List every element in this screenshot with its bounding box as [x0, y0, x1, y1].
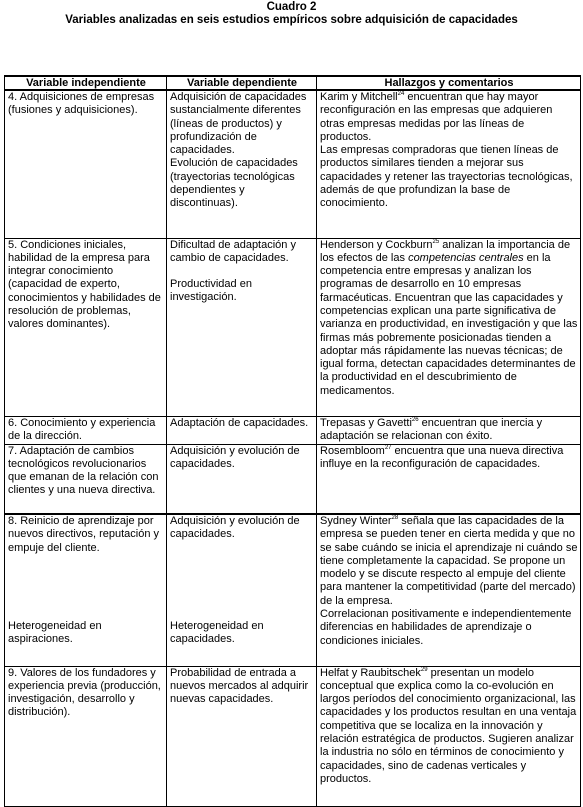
- independent-variable-cell: 5. Condiciones iniciales, habilidad de la empresa para integrar conocimiento (capacidad de experto, conocimientos y habilidades de resolución de problemas, valores dominantes).: [5, 238, 167, 416]
- findings-cell: Sydney Winter$^{28}$ señala que las capacidades de la empresa se pueden tener en cierta medida y que no se sabe cuándo se inicia el aprendizaje ni cuándo se tiene completamente la capacidad. Se propone un modelo y se discute respecto al empuje del cliente para mantener la competitividad (parte del mercado) de la empresa. Correlacionan positivamente e independientemente diferencias en habilidades de aprendizaje o condiciones iniciales.: [317, 514, 581, 666]
- footnote-ref: 24: [397, 91, 405, 97]
- header-dependent-variable: Variable dependiente: [167, 76, 317, 90]
- table-caption-title: Variables analizadas en seis estudios empíricos sobre adquisición de capacidades: [65, 14, 518, 26]
- footnote-ref: 27: [384, 444, 392, 451]
- footnote-ref: 26: [411, 416, 419, 423]
- findings-cell: Trepasas y Gavetti$^{26}$ encuentran que inercia y adaptación se relacionan con éxito.: [317, 416, 581, 444]
- findings-cell: Rosembloom$^{27}$ encuentra que una nueva directiva influye en la reconfiguración de capacidades.: [317, 444, 581, 514]
- dependent-variable-cell: Adquisición y evolución de capacidades. Heterogeneidad en capacidades.: [167, 514, 317, 666]
- table-row: [5, 238, 581, 416]
- independent-variable-cell: 7. Adaptación de cambios tecnológicos revolucionarios que emanan de la relación con clientes y una nueva directiva.: [5, 444, 167, 514]
- table-row: [5, 666, 581, 806]
- dependent-variable-cell: Adquisición de capacidades sustancialmente diferentes (líneas de productos) y profundización de capacidades. Evolución de capacidades (trayectorias tecnológicas dependientes y discontinuas).: [167, 90, 317, 238]
- footnote-ref: 28: [391, 515, 399, 521]
- table-row: [5, 90, 581, 238]
- dependent-variable-cell: Adquisición y evolución de capacidades.: [167, 444, 317, 514]
- findings-cell: Henderson y Cockburn$^{25}$ analizan la importancia de los efectos de las competencias centrales en la competencia entre empresas y analizan los programas de desarrollo en 10 empresas farmacéuticas. Encuentran que las capacidades y competencias explican una parte significativa de varianza en productividad, en investigación y que las firmas más pobremente posicionadas tienden a adoptar más rápidamente las nuevas técnicas; de igual forma, detectan capacidades determinantes de la productividad en el descubrimiento de medicamentos.: [317, 238, 581, 416]
- table-caption-number: Cuadro 2: [266, 1, 317, 13]
- findings-table: [4, 75, 581, 807]
- independent-variable-cell: 8. Reinicio de aprendizaje por nuevos directivos, reputación y empuje del cliente. Heterogeneidad en aspiraciones.: [5, 514, 167, 666]
- footnote-ref: 29: [420, 666, 428, 673]
- header-findings: Hallazgos y comentarios: [317, 76, 581, 90]
- findings-cell: Karim y Mitchell$^{24}$ encuentran que hay mayor reconfiguración en las empresas que adquieren otras empresas medidas por las líneas de productos. Las empresas compradoras que tienen líneas de productos similares tienden a mejorar sus capacidades y retener las trayectorias tecnológicas, además de que profundizan la base de conocimiento.: [317, 90, 581, 238]
- independent-variable-cell: 4. Adquisiciones de empresas (fusiones y adquisiciones).: [5, 90, 167, 238]
- dependent-variable-cell: Probabilidad de entrada a nuevos mercados al adquirir nuevas capacidades.: [167, 666, 317, 806]
- footnote-ref: 25: [432, 238, 440, 245]
- header-independent-variable: Variable independiente: [5, 76, 167, 90]
- table-row: [5, 514, 581, 666]
- independent-variable-cell: 9. Valores de los fundadores y experiencia previa (producción, investigación, desarrollo y distribución).: [5, 666, 167, 806]
- findings-cell: Helfat y Raubitschek$^{29}$ presentan un modelo conceptual que explica como la co-evolución en largos períodos del conocimiento organizacional, las capacidades y los productos resultan en una ventaja competitiva que se localiza en la innovación y relación estratégica de productos. Sugieren analizar la industria no sólo en términos de conocimiento y capacidades, sino de cadenas verticales y productos.: [317, 666, 581, 806]
- dependent-variable-cell: Dificultad de adaptación y cambio de capacidades. Productividad en investigación.: [167, 238, 317, 416]
- table-row: [5, 444, 581, 514]
- independent-variable-cell: 6. Conocimiento y experiencia de la dirección.: [5, 416, 167, 444]
- dependent-variable-cell: Adaptación de capacidades.: [167, 416, 317, 444]
- table-header-row: [5, 76, 581, 90]
- table-row: [5, 416, 581, 444]
